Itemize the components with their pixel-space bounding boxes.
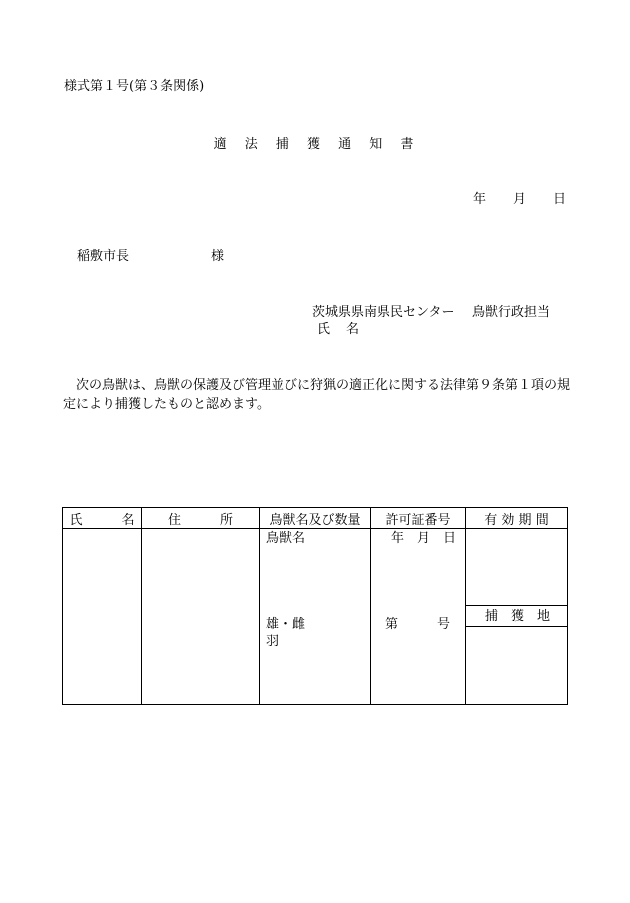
sender-role: 鳥獣行政担当 (472, 305, 551, 320)
cell-address[interactable] (142, 529, 260, 705)
addressee-honorific: 様 (211, 249, 225, 264)
cell-name[interactable] (63, 529, 142, 705)
addressee-name: 稲敷市長 (77, 249, 130, 264)
header-name: 氏 名 (63, 508, 142, 529)
date-day-label: 日 (553, 192, 567, 207)
table-row (63, 529, 568, 705)
count-unit: 羽 (266, 634, 280, 649)
sender-organization: 茨城県県南県民センター (312, 305, 455, 320)
date-month-label: 月 (513, 192, 527, 207)
validity-divider (466, 605, 567, 606)
date-year-label: 年 (473, 192, 487, 207)
permit-date: 年 月 日 (391, 531, 457, 546)
sex-label: 雄・雌 (266, 617, 306, 632)
capture-place-label: 捕 獲 地 (485, 609, 551, 624)
cell-species[interactable] (260, 529, 371, 705)
capture-place-divider (466, 626, 567, 627)
permit-number: 第 号 (385, 617, 451, 632)
species-label: 鳥獣名 (266, 531, 306, 546)
cell-permit[interactable] (371, 529, 466, 705)
header-address: 住 所 (142, 508, 260, 529)
table-header-row (63, 508, 568, 529)
sender-name-label: 氏名 (317, 322, 376, 337)
header-validity-period: 有 効 期 間 (466, 508, 568, 529)
body-text: 次の鳥獣は、鳥獣の保護及び管理並びに狩猟の適正化に関する法律第９条第１項の規定により捕獲したものと認めます。 (63, 378, 571, 412)
cell-validity[interactable] (466, 529, 568, 705)
header-permit-number: 許可証番号 (371, 508, 466, 529)
header-species: 鳥獣名及び数量 (260, 508, 371, 529)
document-title: 適 法 捕 獲 通 知 書 (213, 137, 421, 152)
form-number: 様式第１号(第３条関係) (64, 79, 205, 94)
permit-table (62, 507, 568, 705)
